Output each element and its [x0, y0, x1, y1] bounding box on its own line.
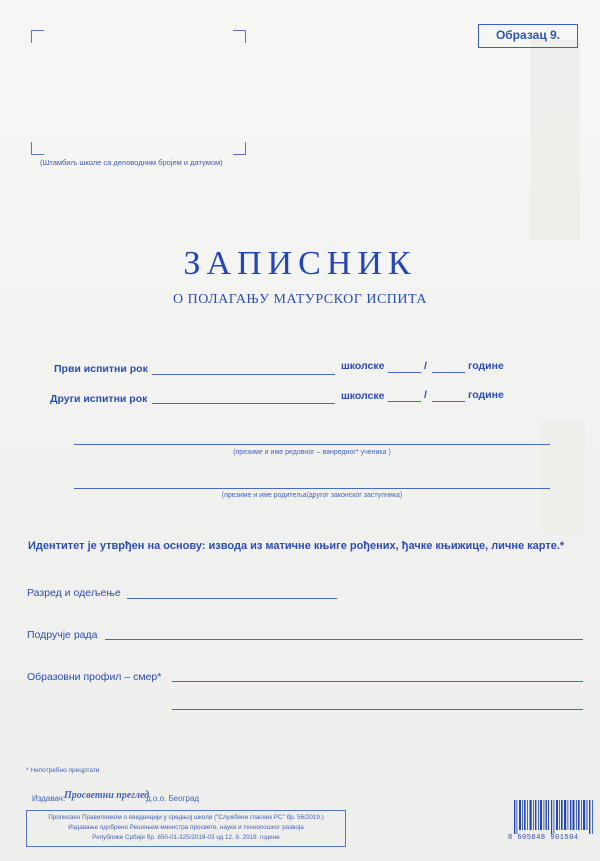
parent-name-caption: (презиме и име родитеља/другог законског заступника) [221, 492, 403, 499]
publisher-info-box [26, 810, 346, 847]
first-school-year-start-field[interactable] [388, 372, 421, 373]
barcode [514, 800, 594, 834]
second-school-year-end-field[interactable] [432, 401, 465, 402]
class-label: Разред и одељење [27, 587, 121, 599]
document-title: ЗАПИСНИК [183, 245, 417, 282]
first-school-year-end-field[interactable] [432, 372, 465, 373]
first-year-label: године [468, 360, 504, 372]
publisher-prefix: Издавач: [32, 794, 66, 803]
first-exam-term-label: Први испитни рок [54, 363, 148, 375]
second-year-label: године [468, 389, 504, 401]
student-name-caption: (презиме и име редовног – ванредног* ученика ) [233, 449, 391, 456]
bleed-through-shadow [540, 420, 585, 530]
second-school-label: школске [341, 390, 385, 402]
area-label: Подручје рада [27, 629, 98, 641]
barcode-number: 8 605048 901504 [508, 834, 579, 842]
second-exam-term-field[interactable] [152, 403, 335, 404]
footnote: * Непотребно прецртати [26, 767, 100, 774]
parent-name-field[interactable] [74, 488, 550, 489]
document-subtitle: О ПОЛАГАЊУ МАТУРСКОГ ИСПИТА [173, 292, 427, 307]
class-field[interactable] [127, 598, 337, 599]
stamp-corner-bottom-left [31, 142, 44, 155]
stamp-corner-top-left [31, 30, 44, 43]
identity-statement: Идентитет је утврђен на основу: извода из матичне књиге рођених, ђачке књижице, личне карте.* [28, 540, 565, 552]
profile-field-continuation[interactable] [172, 709, 583, 710]
publisher-suffix: д.о.о. Београд [146, 794, 200, 803]
publisher-line-2: Издавање одобрено Решењем министра просвете, науке и технолошког развоја [68, 824, 304, 831]
area-field[interactable] [105, 639, 583, 640]
publisher-line-1: Прописано Правилником о евиденцији у средњој школи ("Службени гласник РС" бр. 56/2019.) [48, 814, 324, 821]
publisher-logo: Просветни преглед [64, 790, 150, 801]
stamp-caption: (Штамбиљ школе са деловодним бројем и датумом) [40, 158, 223, 167]
first-school-label: школске [341, 360, 385, 372]
form-number-badge: Образац 9. [478, 24, 578, 48]
second-school-year-start-field[interactable] [388, 401, 421, 402]
stamp-corner-bottom-right [233, 142, 246, 155]
bleed-through-shadow [530, 40, 580, 240]
second-slash: / [424, 389, 427, 401]
first-exam-term-field[interactable] [152, 374, 335, 375]
first-slash: / [424, 360, 427, 372]
publisher-line-3: Републике Србије бр. 650-01-325/2019-03 од 12. 8. 2019. године [92, 834, 280, 841]
second-exam-term-label: Други испитни рок [50, 393, 148, 405]
student-name-field[interactable] [74, 444, 550, 445]
profile-field[interactable] [172, 681, 583, 682]
stamp-corner-top-right [233, 30, 246, 43]
profile-label: Образовни профил – смер* [27, 671, 162, 683]
